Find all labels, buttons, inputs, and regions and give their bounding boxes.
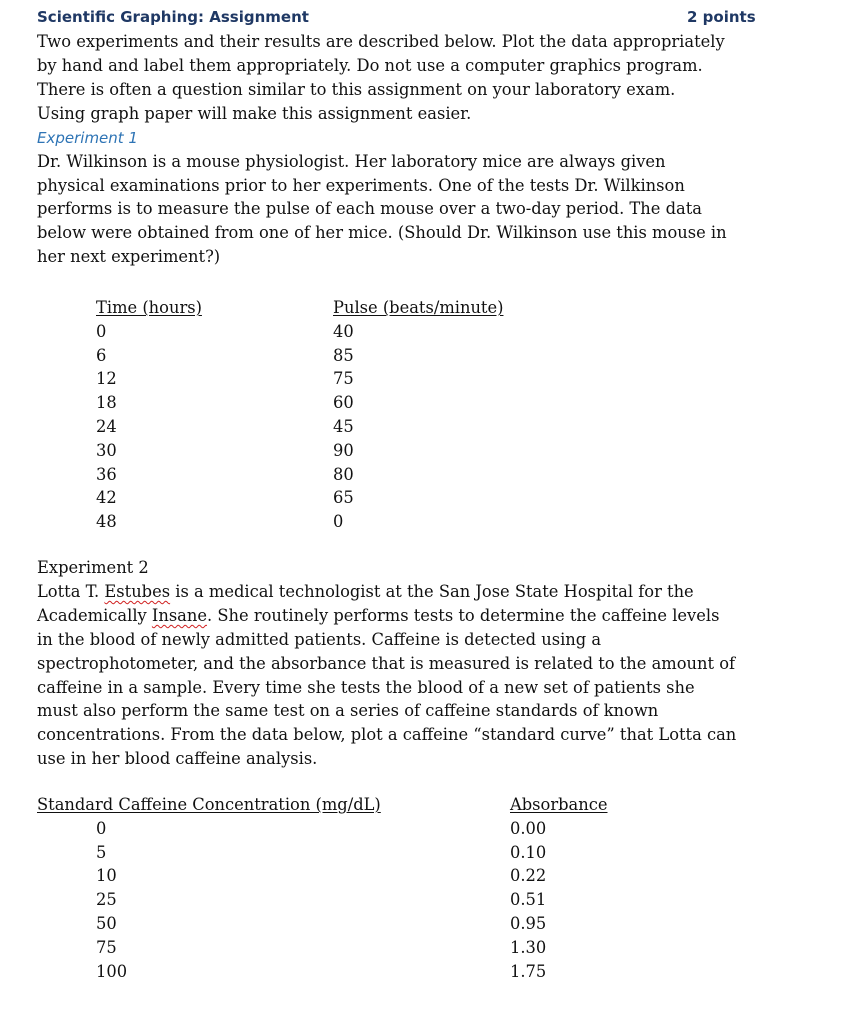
spellcheck-word-estubes: Estubes — [104, 581, 171, 601]
absorbance-column-header: Absorbance — [510, 795, 608, 814]
intro-paragraph: Two experiments and their results are described below. Plot the data appropriately by hand and label them appropriately. Do not use a computer graphics program. There is often a question similar to this assignment on your laboratory exam. Using graph paper will make this assignment easier. — [37, 32, 725, 123]
table-cell: 75 — [96, 937, 117, 957]
experiment-2-line-1 — [37, 580, 837, 604]
text-run: is a medical technologist at the San Jose State Hospital for the — [170, 581, 694, 601]
text-run: Lotta T. — [37, 581, 105, 601]
table-cell: 12 — [96, 369, 117, 389]
experiment-1-description: Dr. Wilkinson is a mouse physiologist. Her laboratory mice are always given physical examinations prior to her experiments. One of the tests Dr. Wilkinson performs is to measure the pulse of each mouse over a two-day period. The data below were obtained from one of her mice. (Should Dr. Wilkinson use this mouse in her next experiment?) — [37, 151, 727, 267]
table-cell: 85 — [333, 345, 354, 365]
table-cell: 0.10 — [510, 842, 547, 862]
table-cell: 80 — [333, 464, 354, 484]
table-cell: 0.00 — [510, 818, 547, 838]
assignment-title: Scientific Graphing: Assignment — [37, 8, 309, 26]
absorbance-column — [510, 793, 608, 983]
table-cell: 50 — [96, 913, 117, 933]
table-cell: 24 — [96, 416, 117, 436]
table-cell: 0.51 — [510, 890, 547, 910]
table-cell: 0.95 — [510, 913, 547, 933]
spellcheck-word-insane: Insane — [151, 605, 208, 625]
points-value: 2 points — [687, 8, 756, 26]
table-cell: 40 — [333, 321, 354, 341]
experiment-2-line-2 — [37, 604, 837, 628]
pulse-column — [333, 296, 503, 534]
assignment-document — [37, 6, 827, 269]
table-cell: 0 — [96, 321, 107, 341]
assignment-header — [37, 6, 827, 30]
experiment-1-heading: Experiment 1 — [37, 128, 138, 147]
table-cell: 90 — [333, 440, 354, 460]
table-cell: 48 — [96, 512, 117, 532]
table-cell: 1.30 — [510, 937, 547, 957]
experiment-2-heading: Experiment 2 — [37, 558, 149, 577]
table-cell: 36 — [96, 464, 117, 484]
time-column-header: Time (hours) — [96, 298, 202, 317]
experiment-2-section — [37, 556, 837, 771]
text-run: . She routinely performs tests to determine the caffeine levels — [207, 605, 720, 625]
table-cell: 0 — [333, 512, 344, 532]
table-cell: 42 — [96, 488, 117, 508]
table-cell: 1.75 — [510, 961, 547, 981]
table-cell: 100 — [96, 961, 128, 981]
table-cell: 10 — [96, 866, 117, 886]
table-cell: 0 — [96, 818, 107, 838]
pulse-column-header: Pulse (beats/minute) — [333, 298, 504, 317]
table-cell: 60 — [333, 393, 354, 413]
table-cell: 65 — [333, 488, 354, 508]
text-run: Academically — [37, 605, 152, 625]
experiment-2-description-rest: in the blood of newly admitted patients. Caffeine is detected using a spectrophotometer, and the absorbance that is measured is related to the amount of caffeine in a sample. Every time she tests the blood of a new set of patients she must also perform the same test on a series of caffeine standards of known concentrations. From the data below, plot a caffeine “standard curve” that Lotta can use in her blood caffeine analysis. — [37, 629, 737, 769]
table-cell: 0.22 — [510, 866, 547, 886]
table-cell: 75 — [333, 369, 354, 389]
table-cell: 18 — [96, 393, 117, 413]
table-cell: 30 — [96, 440, 117, 460]
table-cell: 25 — [96, 890, 117, 910]
concentration-column-header: Standard Caffeine Concentration (mg/dL) — [37, 795, 381, 814]
concentration-column — [37, 793, 381, 983]
table-cell: 6 — [96, 345, 107, 365]
time-column — [96, 296, 202, 534]
table-cell: 45 — [333, 416, 354, 436]
table-cell: 5 — [96, 842, 107, 862]
